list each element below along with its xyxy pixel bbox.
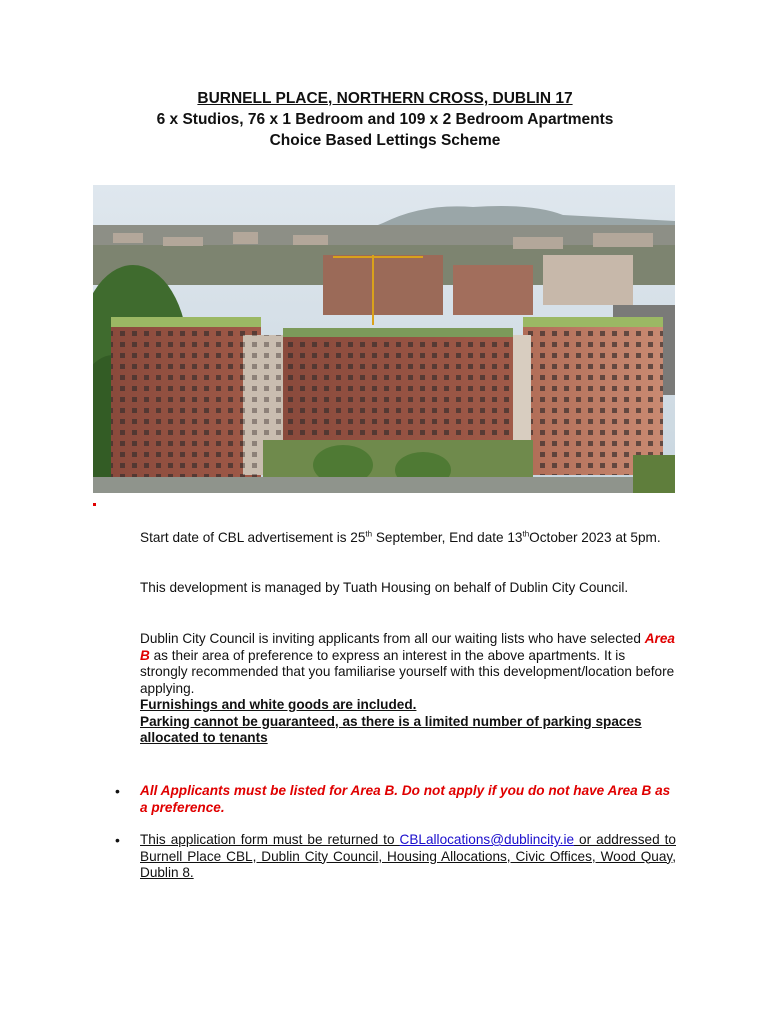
return-address-text: or addressed to Burnell Place CBL, Dublin City Council, Housing Allocations, Civic Offices, Wood Quay, Dublin 8. bbox=[140, 832, 676, 880]
return-instructions-bullet bbox=[140, 832, 676, 882]
page-title: BURNELL PLACE, NORTHERN CROSS, DUBLIN 17 bbox=[197, 90, 573, 107]
parking-note: Parking cannot be guaranteed, as there is a limited number of parking spaces allocated to tenants bbox=[140, 713, 642, 745]
managed-paragraph: This development is managed by Tuath Housing on behalf of Dublin City Council. bbox=[140, 580, 629, 595]
end-date-text: September, End date 13 bbox=[372, 530, 523, 545]
invite-paragraph bbox=[140, 631, 676, 747]
return-text: This application form must be returned to bbox=[140, 832, 400, 847]
scheme-title: Choice Based Lettings Scheme bbox=[269, 132, 501, 149]
area-highlight: Area B bbox=[140, 631, 675, 663]
bullet-icon: • bbox=[115, 783, 120, 799]
bullet-icon: • bbox=[115, 832, 120, 848]
end-date-rest: October 2023 at 5pm. bbox=[529, 530, 661, 545]
start-date-text: Start date of CBL advertisement is 25 bbox=[140, 530, 366, 545]
red-marker bbox=[93, 503, 96, 506]
end-date-suffix: th bbox=[522, 529, 530, 539]
cbl-dates-paragraph bbox=[140, 530, 676, 547]
aerial-photo-of-development bbox=[93, 185, 675, 493]
start-date-suffix: th bbox=[365, 529, 373, 539]
page-subtitle: 6 x Studios, 76 x 1 Bedroom and 109 x 2 Bedroom Apartments bbox=[156, 111, 614, 128]
area-warning-bullet: All Applicants must be listed for Area B. Do not apply if you do not have Area B as a preference. bbox=[140, 783, 671, 815]
furnishings-note: Furnishings and white goods are included. bbox=[140, 697, 417, 712]
invite-text-2: as their area of preference to express an interest in the above apartments. It is strongly recommended that you familiarise yourself with this development/location before applying. bbox=[140, 647, 675, 696]
document-header bbox=[0, 88, 770, 151]
invite-text-1: Dublin City Council is inviting applicants from all our waiting lists who have selected bbox=[140, 631, 645, 646]
email-link[interactable]: CBLallocations@dublincity.ie bbox=[399, 832, 575, 847]
